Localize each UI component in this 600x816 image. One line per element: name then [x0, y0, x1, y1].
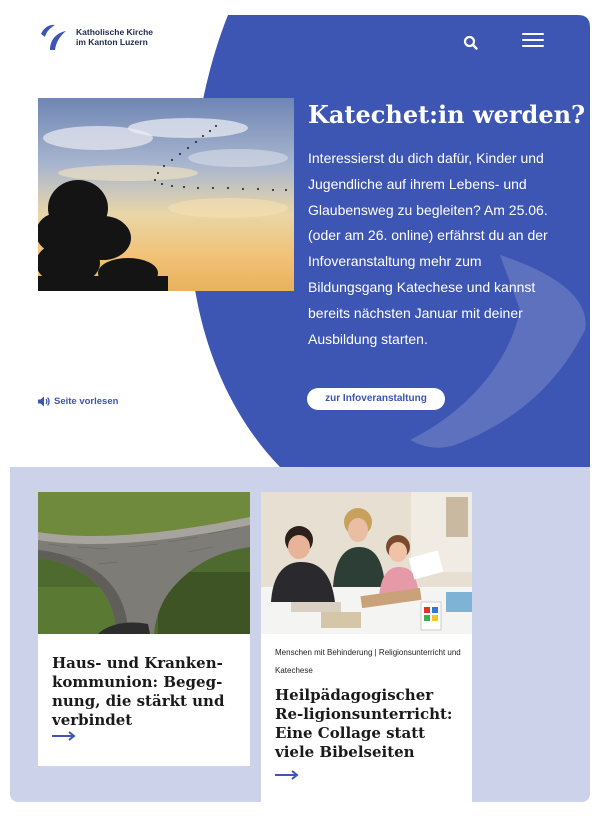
logo-mark-icon	[38, 22, 72, 52]
logo-line2: im Kanton Luzern	[76, 37, 148, 47]
teaser-card-religionsunterricht[interactable]	[261, 492, 472, 802]
hero-image	[38, 98, 294, 291]
read-aloud-button[interactable]	[38, 396, 118, 407]
read-aloud-label: Seite vorlesen	[54, 396, 119, 407]
arrow-right-icon[interactable]	[275, 770, 299, 780]
hamburger-menu-icon[interactable]	[522, 33, 544, 49]
card-title: Haus- und Kranken-kommunion: Begeg-nung, die stärkt und verbindet	[52, 654, 225, 729]
arrow-right-icon[interactable]	[52, 731, 76, 741]
search-icon[interactable]	[462, 34, 480, 52]
speaker-icon	[38, 396, 50, 407]
hero-text: Interessierst du dich dafür, Kinder und Jugendliche auf ihrem Lebens- und Glaubensweg zu begleiten? Am 25.06. (oder am 26. online) erfährst du an der Infoveranstaltung mehr zum Bildungsgang Katechese und kannst bereits nächsten Januar mit deiner Ausbildung starten.	[308, 150, 548, 347]
teaser-card-krankenkommunion[interactable]	[38, 492, 250, 766]
logo-text	[76, 27, 153, 47]
card-tags: Menschen mit Behinderung | Religionsunterricht und Katechese	[275, 648, 461, 675]
hero-title: Katechet:in werden?	[308, 100, 586, 129]
logo-line1: Katholische Kirche	[76, 27, 153, 37]
card-image-collage	[261, 492, 472, 634]
logo[interactable]	[38, 22, 153, 52]
card-title: Heilpädagogischer Re-ligionsunterricht: Eine Collage statt viele Bibelseiten	[275, 686, 453, 761]
card-image-bridge	[38, 492, 250, 634]
infoveranstaltung-button[interactable]: zur Infoveranstaltung	[307, 388, 445, 410]
